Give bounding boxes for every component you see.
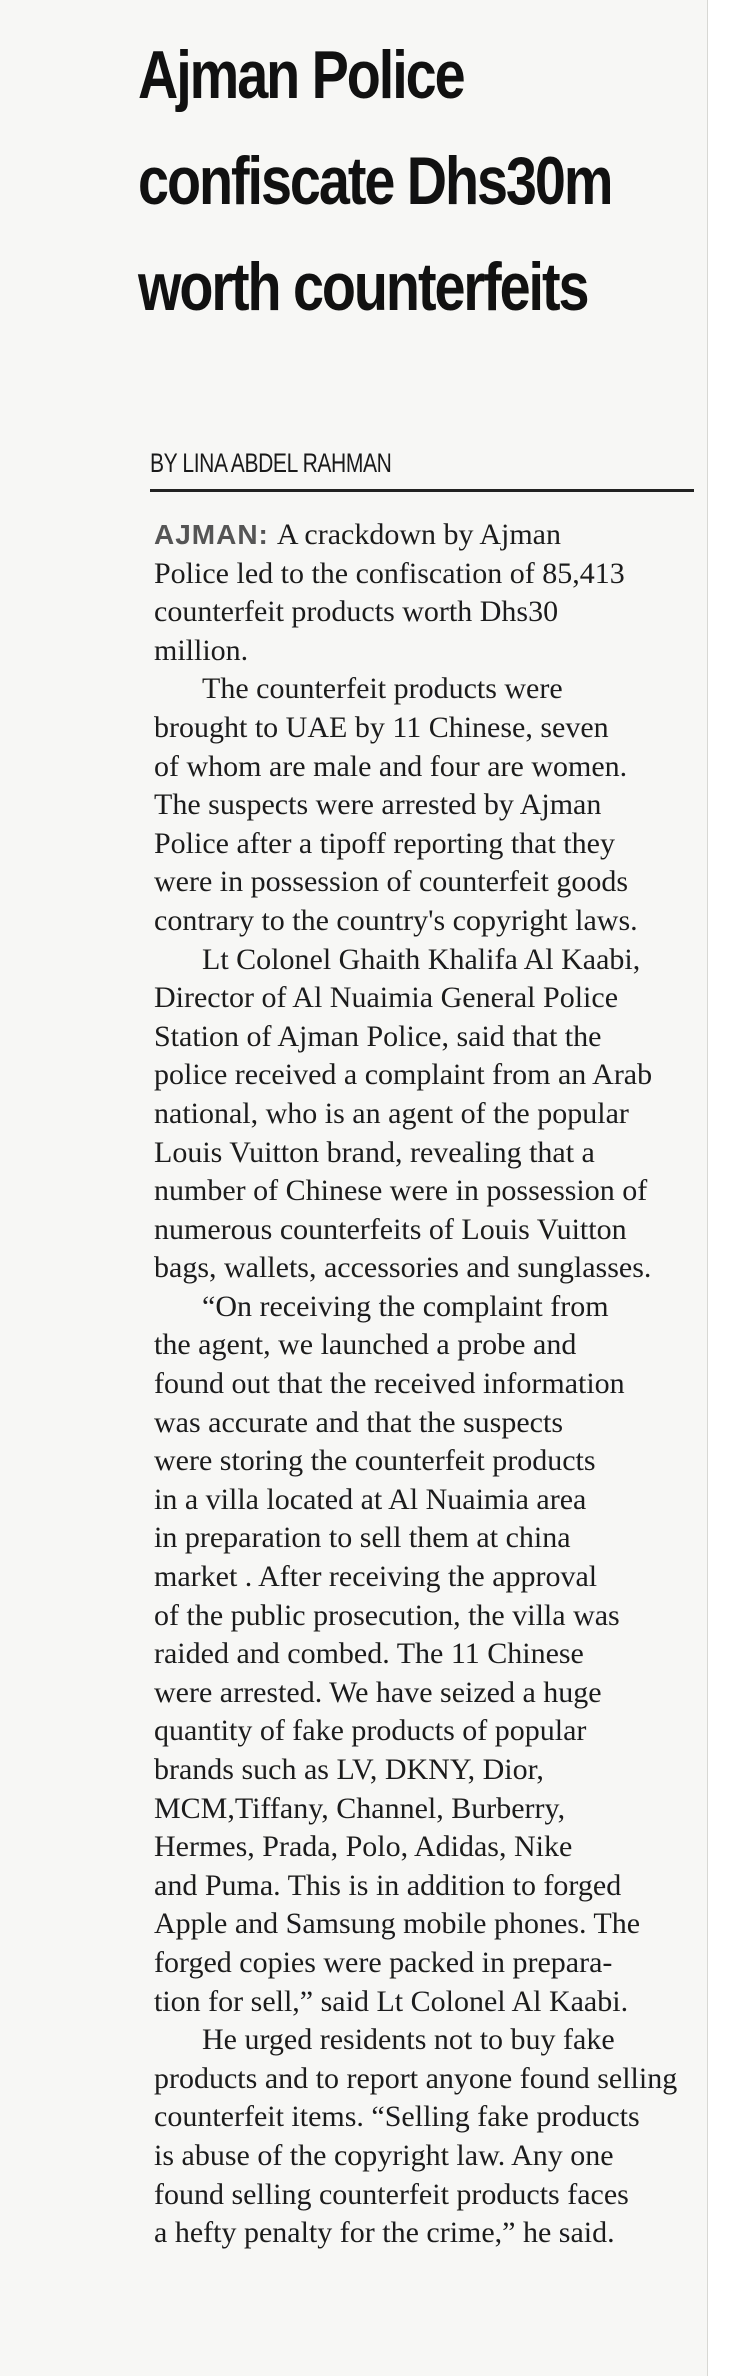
article-line: the agent, we launched a probe and (154, 1328, 577, 1362)
article-line: counterfeit products worth Dhs30 (154, 595, 559, 629)
article-line: in a villa located at Al Nuaimia area (154, 1482, 587, 1516)
article-line: Hermes, Prada, Polo, Adidas, Nike (154, 1830, 573, 1864)
dateline: AJMAN: (154, 519, 269, 550)
article-line: forged copies were packed in prepara- (154, 1945, 613, 1979)
article-line: Police after a tipoff reporting that they (154, 826, 615, 860)
article-line: million. (154, 633, 249, 667)
article-line: was accurate and that the suspects (154, 1405, 563, 1439)
article-line: were storing the counterfeit products (154, 1444, 596, 1478)
article-line: brands such as LV, DKNY, Dior, (154, 1753, 544, 1786)
headline-line: Ajman Police (138, 37, 464, 113)
article-line: Louis Vuitton brand, revealing that a (154, 1135, 595, 1169)
article-line: police received a complaint from an Arab (154, 1058, 653, 1092)
byline-rule (150, 489, 694, 492)
article-line: market . After receiving the approval (154, 1560, 598, 1594)
article-line: of the public prosecution, the villa was (154, 1598, 620, 1632)
article-line: is abuse of the copyright law. Any one (154, 2138, 614, 2172)
article-line-text: A crackdown by Ajman (276, 518, 561, 551)
article-line: “On receiving the complaint from (202, 1289, 609, 1323)
article-line: tion for sell,” said Lt Colonel Al Kaabi. (154, 1984, 629, 2018)
article-line: brought to UAE by 11 Chinese, seven (154, 710, 609, 744)
article-line: of whom are male and four are women. (154, 749, 628, 783)
byline: BY LINA ABDEL RAHMAN (150, 448, 392, 478)
article-line: national, who is an agent of the popular (154, 1096, 629, 1130)
article-line: products and to report anyone found selling (154, 2061, 678, 2095)
article-line: Director of Al Nuaimia General Police (154, 981, 619, 1015)
article-line: Lt Colonel Ghaith Khalifa Al Kaabi, (202, 942, 641, 976)
article-line: found selling counterfeit products faces (154, 2177, 629, 2211)
article-line: Station of Ajman Police, said that the (154, 1019, 602, 1053)
article-line: were arrested. We have seized a huge (154, 1675, 602, 1709)
article-line: bags, wallets, accessories and sunglasses. (154, 1251, 652, 1285)
article-body (154, 516, 694, 2253)
article-line: found out that the received information (154, 1367, 625, 1401)
article-line: and Puma. This is in addition to forged (154, 1868, 622, 1902)
article-line: counterfeit items. “Selling fake products (154, 2100, 640, 2134)
article-line: number of Chinese were in possession of (154, 1174, 648, 1208)
article-line: He urged residents not to buy fake (202, 2023, 615, 2057)
article-line: numerous counterfeits of Louis Vuitton (154, 1212, 627, 1246)
article-line: The counterfeit products were (202, 672, 563, 706)
article-line: quantity of fake products of popular (154, 1714, 587, 1748)
article-line (154, 516, 694, 555)
headline-line: worth counterfeits (138, 249, 588, 325)
article-line: raided and combed. The 11 Chinese (154, 1637, 584, 1671)
headline (138, 22, 612, 340)
article-line: in preparation to sell them at china (154, 1521, 571, 1555)
headline-line: confiscate Dhs30m (138, 143, 612, 219)
article-line: MCM,Tiffany, Channel, Burberry, (154, 1791, 566, 1825)
article-line: Police led to the confiscation of 85,413 (154, 556, 625, 590)
article-line: a hefty penalty for the crime,” he said. (154, 2216, 615, 2250)
article-line: The suspects were arrested by Ajman (154, 788, 602, 822)
article-line: contrary to the country's copyright laws. (154, 903, 638, 937)
article-line: were in possession of counterfeit goods (154, 865, 629, 899)
article-line: Apple and Samsung mobile phones. The (154, 1907, 641, 1941)
